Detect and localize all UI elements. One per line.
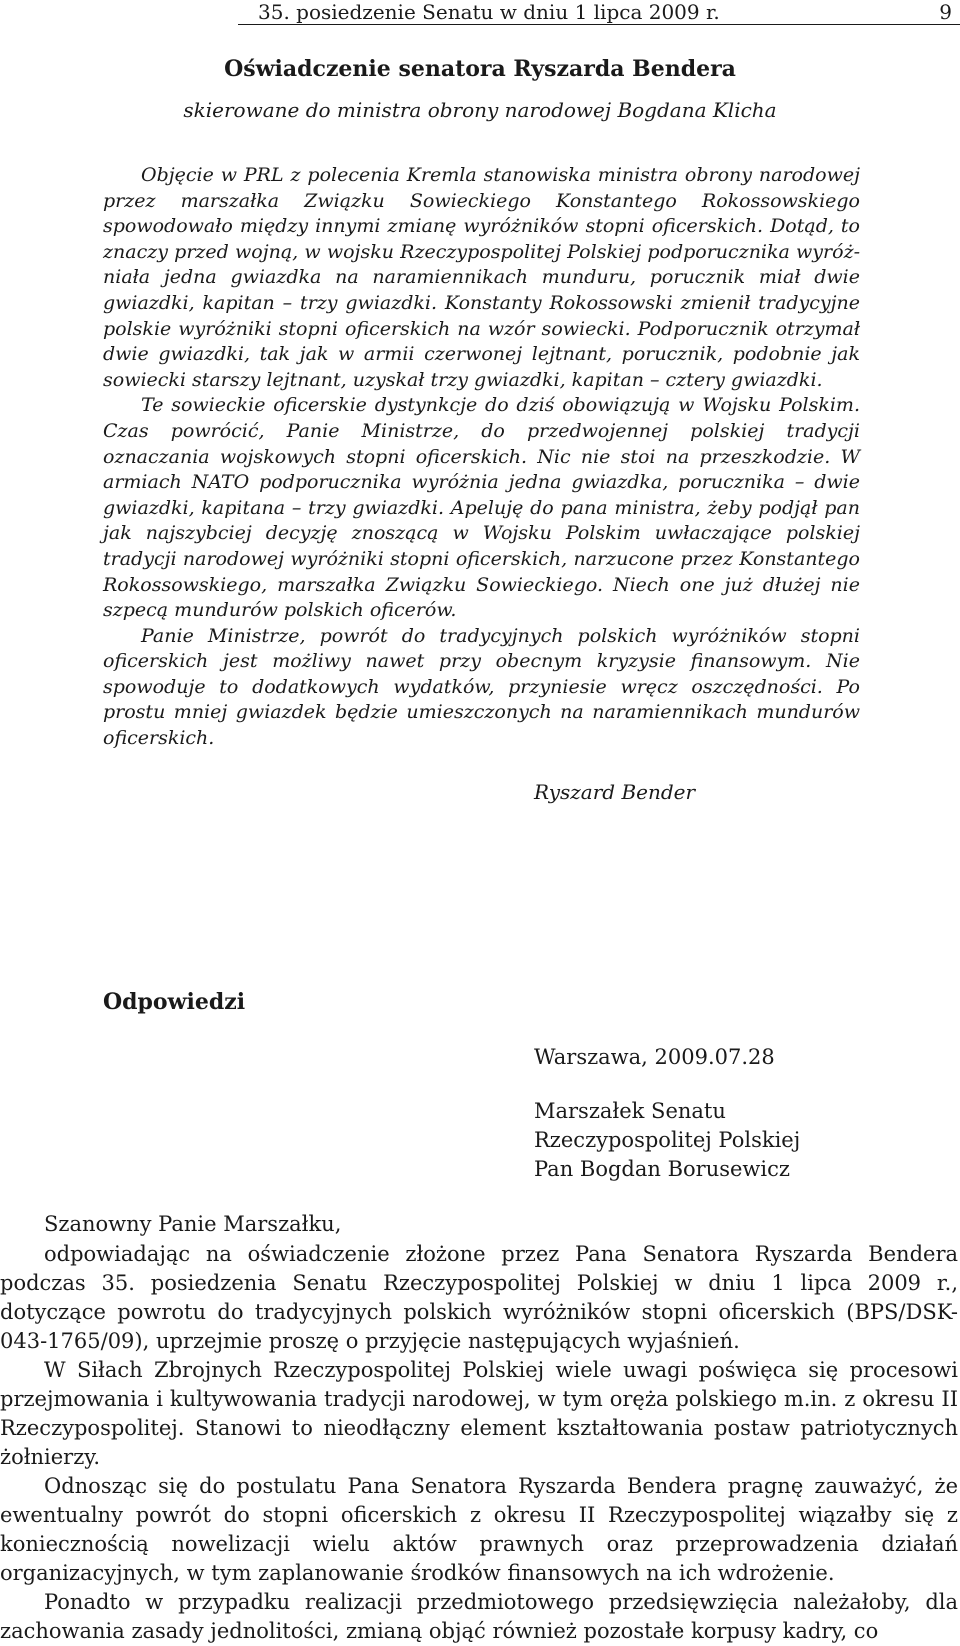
statement-body [103,163,860,752]
page-number: 9 [939,0,952,24]
statement-title: Oświadczenie senatora Ryszarda Bendera [224,56,736,82]
statement-signature: Ryszard Bender [534,780,696,804]
header-title: 35. posiedzenie Senatu w dniu 1 lipca 2009 r. [258,0,720,24]
running-header [0,0,960,26]
addressee-line: Rzeczypospolitej Polskiej [534,1128,801,1152]
statement-paragraph: Te sowieckie oficerskie dystynkcje do dziś obowiązują w Wojsku Polskim. Czas powrócić, Panie Ministrze, do przedwojennej polskiej tradycji oznaczania wojskowych stopni oficerskich. Nic nie stoi na przeszkodzie. W armiach NATO podporucznika wyróżnia jedna gwiazdka, porucznika – dwie gwiazdki, kapitana – trzy gwiazdki. Apeluję do pana ministra, żeby podjął pan jak najszybciej decyzję znoszącą w Wojsku Polskim uwłaczające polskiej tradycji narodowej wyróżniki stopni oficerskich, narzucone przez Konstantego Rokossowskiego, marszałka Związku Sowieckiego. Niech one już dłużej nie szpecą mundurów polskich oficerów. [103,394,860,622]
statement-subtitle: skierowane do ministra obrony narodowej Bogdana Klicha [183,98,777,122]
letter-date: Warszawa, 2009.07.28 [534,1045,775,1069]
statement-paragraph: Objęcie w PRL z polecenia Kremla stanowiska ministra obrony narodowej przez marszałka Związku Sowieckiego Konstantego Rokossowskiego spowodowało między innymi zmianę wyróżników stopni oficerskich. Dotąd, to znaczy przed wojną, w wojsku Rzeczypospolitej Polskiej podporucznika wyróż- niała jedna gwiazdka na naramiennikach munduru, porucznik miał dwie gwiazdki, kapitan – trzy gwiazdki. Konstanty Rokossowski zmienił tradycyjne polskie wyróżniki stopni oficerskich na wzór sowiecki. Podporucznik otrzymał dwie gwiazdki, tak jak w armii czerwonej lejtnant, porucznik, podobnie jak sowiecki starszy lejtnant, uzyskał trzy gwiazdki, kapitan – cztery gwiazdki. [103,164,860,391]
answers-heading: Odpowiedzi [103,989,246,1015]
reply-paragraph: Ponadto w przypadku realizacji przedmiotowego przedsięwzięcia należałoby, dla zachowania zasady jednolitości, zmianą objąć również pozostałe korpusy kadry, co [0,1590,958,1643]
addressee-line: Pan Bogdan Borusewicz [534,1157,790,1181]
statement-paragraph: Panie Ministrze, powrót do tradycyjnych polskich wyróżników stopni oficerskich jest możliwy nawet przy obecnym kryzysie finansowym. Nie spowoduje to dodatkowych wydatków, przyniesie wręcz oszczędności. Po prostu mniej gwiazdek będzie umieszczonych na naramiennikach mundurów oficerskich. [103,624,860,750]
reply-paragraph: W Siłach Zbrojnych Rzeczypospolitej Polskiej wiele uwagi poświęca się procesowi przejmowania i kultywowania tradycji narodowej, w tym oręża polskiego m.in. z okresu II Rzeczypospolitej. Stanowi to nieodłączny element kształtowania postaw patriotycznych żołnierzy. [0,1358,958,1469]
reply-body [0,1240,958,1646]
reply-paragraph: Odnosząc się do postulatu Pana Senatora Ryszarda Bendera pragnę zauważyć, że ewentualny powrót do stopni oficerskich z okresu II Rzeczypospolitej wiązałby się z koniecznością nowelizacji wielu aktów prawnych oraz przeprowadzenia działań organizacyjnych, w tym zaplanowanie środków finansowych na ich wdrożenie. [0,1474,958,1585]
header-rule [238,24,960,25]
letter-addressee [534,1097,800,1184]
addressee-line: Marszałek Senatu [534,1099,726,1123]
letter-salutation: Szanowny Panie Marszałku, [44,1212,342,1236]
reply-paragraph: odpowiadając na oświadczenie złożone przez Pana Senatora Ryszarda Bendera podczas 35. posiedzenia Senatu Rzeczypospolitej Polskiej w dniu 1 lipca 2009 r., dotyczące powrotu do tradycyjnych polskich wyróżników stopni oficerskich (BPS/DSK-043-1765/09), uprzejmie proszę o przyjęcie następujących wyjaśnień. [0,1242,958,1353]
